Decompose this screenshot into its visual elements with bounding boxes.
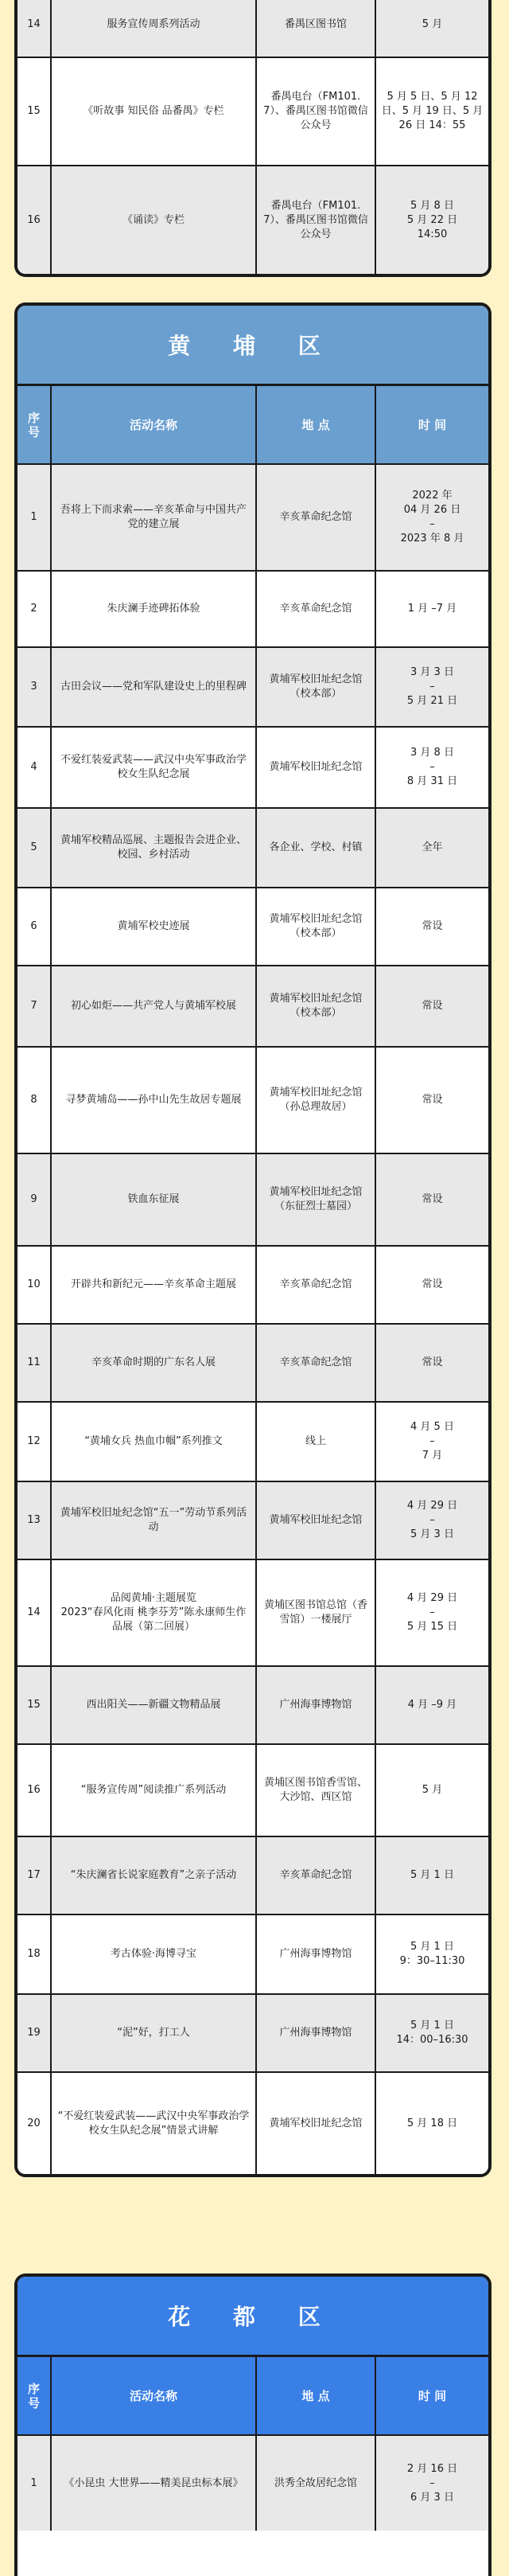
row-activity-name: 黄埔军校精品巡展、主题报告会进企业、校园、乡村活动 [51, 808, 256, 888]
row-activity-name: 《诵读》专栏 [51, 166, 256, 274]
row-time: 4 月 –9 月 [375, 1666, 488, 1744]
table-row [17, 1324, 488, 1402]
row-serial-no: 5 [17, 808, 51, 888]
table-row [17, 1047, 488, 1153]
table-row [17, 571, 488, 647]
table-row [17, 57, 488, 166]
row-serial-no: 7 [17, 966, 51, 1047]
row-time: 4 月 29 日 – 5 月 15 日 [375, 1559, 488, 1666]
row-activity-name: 寻梦黄埔岛——孙中山先生故居专题展 [51, 1047, 256, 1153]
header-location: 地 点 [256, 386, 375, 464]
row-activity-name: 古田会议——党和军队建设史上的里程碑 [51, 647, 256, 727]
row-serial-no: 6 [17, 888, 51, 966]
row-location: 黄埔军校旧址纪念馆（校本部） [256, 888, 375, 966]
header-time: 时 间 [375, 2357, 488, 2435]
table-row [17, 808, 488, 888]
row-location: 黄埔军校旧址纪念馆 [256, 727, 375, 808]
row-time: 4 月 5 日 – 7 月 [375, 1402, 488, 1481]
table-row [17, 647, 488, 727]
table-row [17, 2072, 488, 2174]
huangpu-district-card [14, 302, 492, 2177]
row-serial-no: 20 [17, 2072, 51, 2174]
row-serial-no: 19 [17, 1994, 51, 2072]
table-row [17, 888, 488, 966]
row-serial-no: 12 [17, 1402, 51, 1481]
table-row [17, 1559, 488, 1666]
row-location: 广州海事博物馆 [256, 1666, 375, 1744]
row-location: 黄埔军校旧址纪念馆 [256, 1481, 375, 1559]
header-location: 地 点 [256, 2357, 375, 2435]
row-time: 5 月 [375, 1744, 488, 1836]
row-activity-name: 辛亥革命时期的广东名人展 [51, 1324, 256, 1402]
table-row [17, 1402, 488, 1481]
row-location: 黄埔军校旧址纪念馆 [256, 2072, 375, 2174]
row-time: 2022 年 04 月 26 日 – 2023 年 8 月 [375, 464, 488, 571]
row-time: 5 月 18 日 [375, 2072, 488, 2174]
row-time: 常设 [375, 1047, 488, 1153]
row-activity-name: 考古体验·海博寻宝 [51, 1914, 256, 1994]
table-row [17, 1836, 488, 1914]
row-time: 2 月 16 日 – 6 月 3 日 [375, 2435, 488, 2531]
row-serial-no: 15 [17, 1666, 51, 1744]
row-activity-name: “泥”好，打工人 [51, 1994, 256, 2072]
row-activity-name: 西出阳关——新疆文物精品展 [51, 1666, 256, 1744]
row-time: 5 月 1 日 14：00–16:30 [375, 1994, 488, 2072]
row-serial-no: 2 [17, 571, 51, 647]
row-serial-no: 10 [17, 1246, 51, 1324]
row-time: 5 月 5 日、5 月 12 日、5 月 19 日、5 月 26 日 14：55 [375, 57, 488, 166]
row-location: 黄埔区图书馆香雪馆、大沙馆、西区馆 [256, 1744, 375, 1836]
row-location: 辛亥革命纪念馆 [256, 1836, 375, 1914]
row-activity-name: 朱庆澜手迹碑拓体验 [51, 571, 256, 647]
row-activity-name: “不爱红装爱武装——武汉中央军事政治学校女生队纪念展”情景式讲解 [51, 2072, 256, 2174]
row-activity-name: 初心如炬——共产党人与黄埔军校展 [51, 966, 256, 1047]
row-serial-no: 17 [17, 1836, 51, 1914]
panyu-district-card [14, 0, 492, 277]
row-serial-no: 1 [17, 2435, 51, 2531]
row-serial-no: 14 [17, 0, 51, 57]
row-time: 3 月 8 日 – 8 月 31 日 [375, 727, 488, 808]
table-row [17, 1744, 488, 1836]
row-serial-no: 15 [17, 57, 51, 166]
row-activity-name: 黄埔军校史迹展 [51, 888, 256, 966]
row-location: 辛亥革命纪念馆 [256, 464, 375, 571]
row-time: 常设 [375, 1324, 488, 1402]
huangpu-activity-table [17, 386, 488, 2174]
table-row [17, 1994, 488, 2072]
row-activity-name: “朱庆澜省长说家庭教育”之亲子活动 [51, 1836, 256, 1914]
row-activity-name: 吾将上下而求索——辛亥革命与中国共产党的建立展 [51, 464, 256, 571]
row-serial-no: 1 [17, 464, 51, 571]
table-row [17, 966, 488, 1047]
table-row [17, 2435, 488, 2531]
row-serial-no: 13 [17, 1481, 51, 1559]
huadu-activity-table [17, 2357, 488, 2531]
row-time: 3 月 3 日 – 5 月 21 日 [375, 647, 488, 727]
row-time: 常设 [375, 888, 488, 966]
table-row [17, 166, 488, 274]
row-location: 黄埔军校旧址纪念馆（东征烈士墓园） [256, 1153, 375, 1246]
row-location: 辛亥革命纪念馆 [256, 571, 375, 647]
header-activity-name: 活动名称 [51, 2357, 256, 2435]
row-time: 1 月 –7 月 [375, 571, 488, 647]
huadu-district-title: 花 都 区 [17, 2277, 488, 2357]
panyu-activity-table [17, 0, 488, 274]
row-serial-no: 3 [17, 647, 51, 727]
row-activity-name: “黄埔女兵 热血巾帼”系列推文 [51, 1402, 256, 1481]
huadu-district-card [14, 2274, 492, 2576]
row-serial-no: 11 [17, 1324, 51, 1402]
row-serial-no: 14 [17, 1559, 51, 1666]
row-activity-name: 黄埔军校旧址纪念馆“五一”劳动节系列活动 [51, 1481, 256, 1559]
header-serial-no: 序号 [17, 386, 51, 464]
row-time: 常设 [375, 966, 488, 1047]
row-time: 常设 [375, 1246, 488, 1324]
row-location: 番禺区图书馆 [256, 0, 375, 57]
header-serial-no: 序号 [17, 2357, 51, 2435]
row-serial-no: 18 [17, 1914, 51, 1994]
header-activity-name: 活动名称 [51, 386, 256, 464]
row-location: 黄埔军校旧址纪念馆（校本部） [256, 966, 375, 1047]
table-row [17, 0, 488, 57]
row-serial-no: 4 [17, 727, 51, 808]
row-location: 辛亥革命纪念馆 [256, 1324, 375, 1402]
row-activity-name: 服务宣传周系列活动 [51, 0, 256, 57]
row-location: 洪秀全故居纪念馆 [256, 2435, 375, 2531]
row-serial-no: 16 [17, 166, 51, 274]
row-time: 全年 [375, 808, 488, 888]
table-row [17, 1246, 488, 1324]
row-time: 5 月 1 日 9：30–11:30 [375, 1914, 488, 1994]
row-time: 5 月 [375, 0, 488, 57]
table-row [17, 727, 488, 808]
row-activity-name: 铁血东征展 [51, 1153, 256, 1246]
row-location: 广州海事博物馆 [256, 1994, 375, 2072]
row-time: 5 月 8 日 5 月 22 日 14:50 [375, 166, 488, 274]
row-location: 黄埔军校旧址纪念馆（校本部） [256, 647, 375, 727]
row-serial-no: 16 [17, 1744, 51, 1836]
row-time: 常设 [375, 1153, 488, 1246]
table-row [17, 1914, 488, 1994]
table-row [17, 1481, 488, 1559]
row-activity-name: 不爱红装爱武装——武汉中央军事政治学校女生队纪念展 [51, 727, 256, 808]
row-location: 番禺电台（FM101.7）、番禺区图书馆微信公众号 [256, 57, 375, 166]
row-activity-name: 《小昆虫 大世界——精美昆虫标本展》 [51, 2435, 256, 2531]
table-row [17, 464, 488, 571]
row-serial-no: 9 [17, 1153, 51, 1246]
row-location: 各企业、学校、村镇 [256, 808, 375, 888]
row-activity-name: “服务宣传周”阅读推广系列活动 [51, 1744, 256, 1836]
table-row [17, 1153, 488, 1246]
table-row [17, 1666, 488, 1744]
header-time: 时 间 [375, 386, 488, 464]
row-activity-name: 品阅黄埔·主题展览 2023“春风化雨 桃李芬芳”陈永康师生作品展（第二回展） [51, 1559, 256, 1666]
row-location: 线上 [256, 1402, 375, 1481]
row-location: 黄埔军校旧址纪念馆（孙总理故居） [256, 1047, 375, 1153]
row-serial-no: 8 [17, 1047, 51, 1153]
row-location: 广州海事博物馆 [256, 1914, 375, 1994]
row-time: 5 月 1 日 [375, 1836, 488, 1914]
row-activity-name: 《听故事 知民俗 品番禺》专栏 [51, 57, 256, 166]
row-location: 辛亥革命纪念馆 [256, 1246, 375, 1324]
row-location: 番禺电台（FM101.7）、番禺区图书馆微信公众号 [256, 166, 375, 274]
row-activity-name: 开辟共和新纪元——辛亥革命主题展 [51, 1246, 256, 1324]
row-location: 黄埔区图书馆总馆（香雪馆）一楼展厅 [256, 1559, 375, 1666]
row-time: 4 月 29 日 – 5 月 3 日 [375, 1481, 488, 1559]
huangpu-district-title: 黄 埔 区 [17, 306, 488, 386]
